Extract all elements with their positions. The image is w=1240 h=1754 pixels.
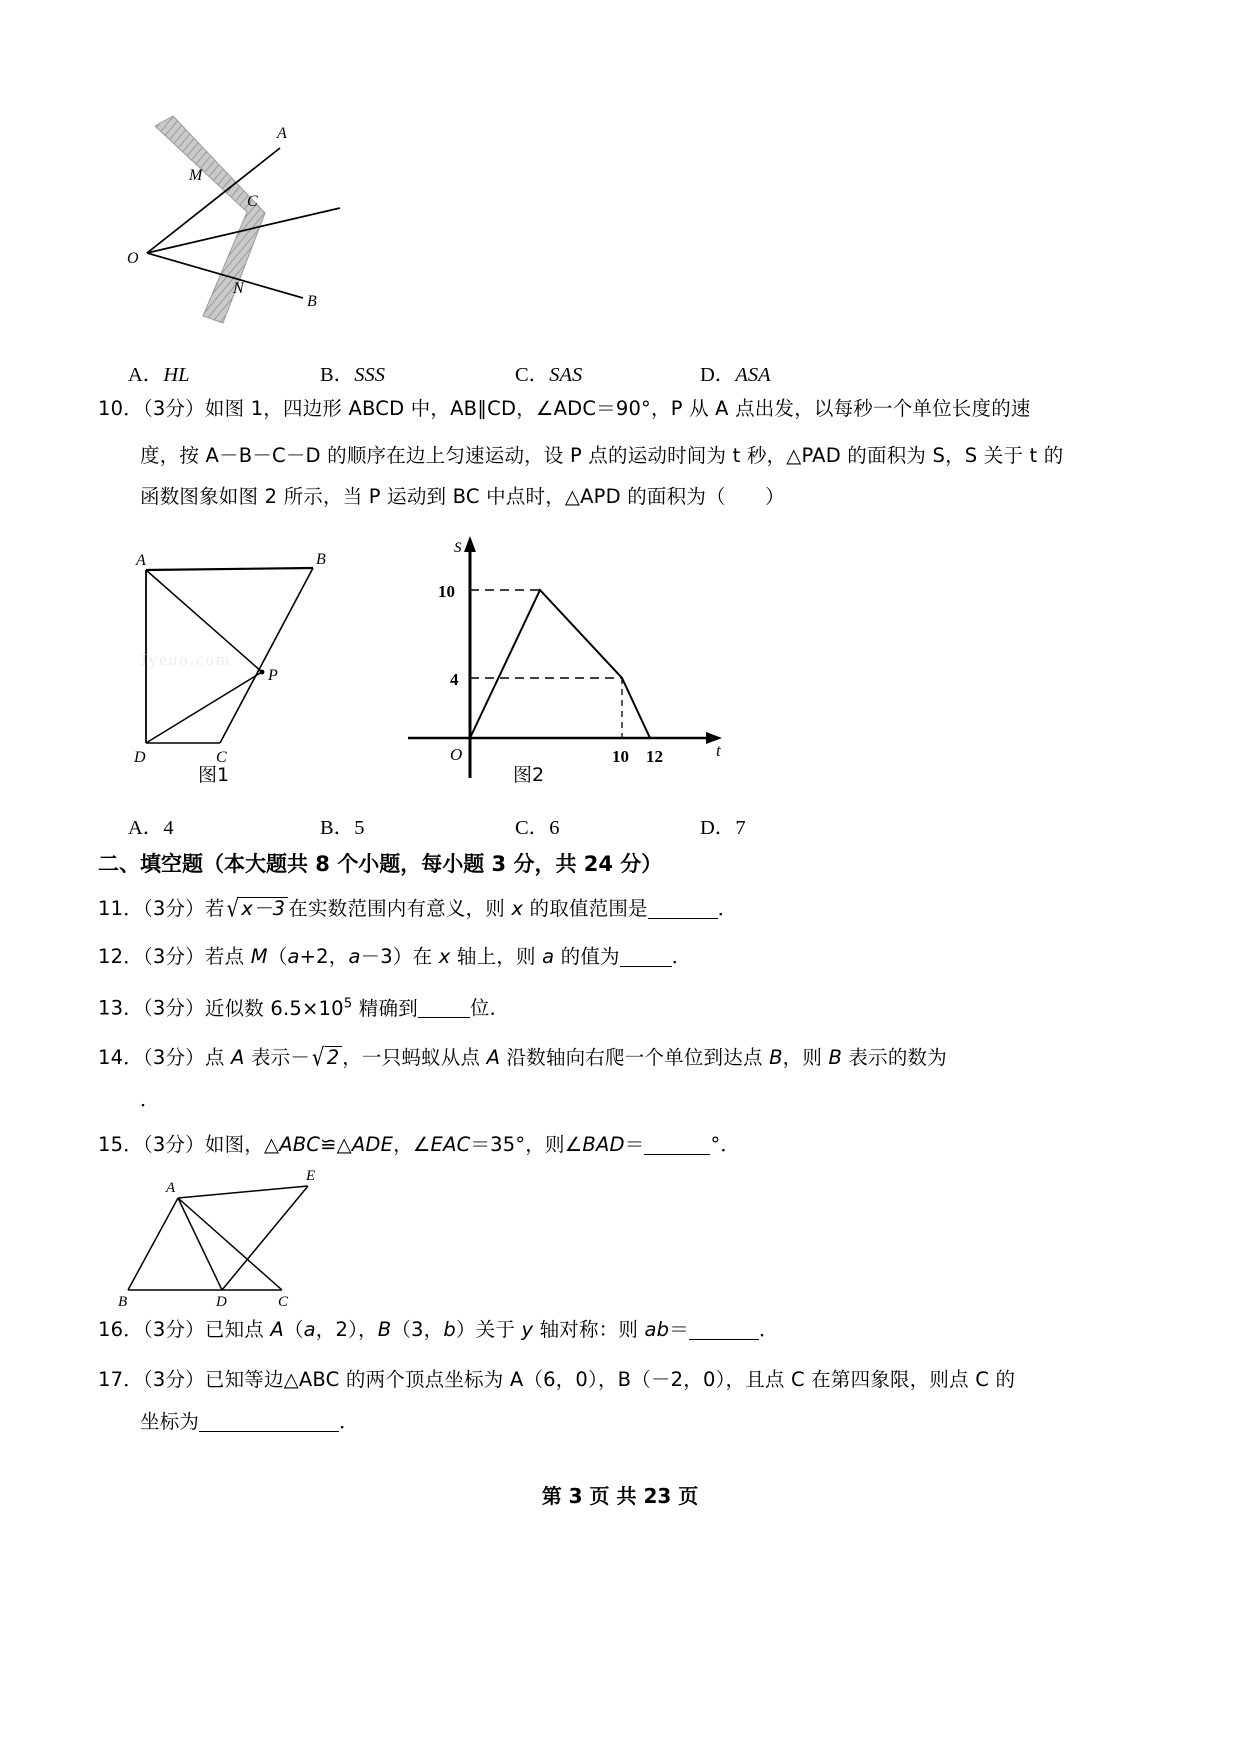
figure-9-label-M: M: [189, 167, 203, 184]
figure-9-label-A: A: [277, 125, 287, 142]
figure-9-label-B: B: [307, 293, 317, 310]
x-tick-10: 10: [612, 747, 629, 766]
question-15-points: （3分）: [142, 1133, 205, 1157]
question-12-number: 12．: [98, 945, 143, 969]
question-10-option-b[interactable]: [320, 810, 364, 840]
q10-option-b-label: B．: [320, 817, 355, 839]
question-10-text-2: 度，按 A－B－C－D 的顺序在边上匀速运动，设 P 点的运动时间为 t 秒，△PAD 的面积为 S，S 关于 t 的: [140, 444, 1064, 467]
figure-15-label-C: C: [278, 1294, 289, 1308]
option-a-value: HL: [163, 364, 190, 386]
figure-15-label-A: A: [166, 1180, 176, 1196]
question-17-line-2: [140, 1412, 359, 1432]
answer-blank-16[interactable]: [689, 1320, 759, 1340]
q10-option-a-value: 4: [163, 817, 174, 839]
question-12-points: （3分）: [142, 945, 205, 969]
question-15: [98, 1135, 740, 1155]
option-c-value: SAS: [549, 364, 583, 386]
option-b-label: B．: [320, 364, 355, 386]
figure-1-caption: 图1: [198, 764, 230, 786]
x-tick-12: 12: [646, 747, 663, 766]
q10-option-d-value: 7: [735, 817, 746, 839]
q10-option-c-value: 6: [549, 817, 560, 839]
question-13-text-post: 位．: [469, 996, 510, 1020]
question-10-option-a[interactable]: [128, 810, 174, 840]
question-17-points: （3分）: [142, 1368, 205, 1391]
question-11-period: ．: [717, 897, 738, 920]
q10-option-b-value: 5: [354, 817, 365, 839]
y-axis-label: S: [454, 540, 462, 556]
figure-2-graph: [400, 528, 740, 778]
question-17-text-1: 已知等边△ABC 的两个顶点坐标为 A（6，0），B（－2，0），且点 C 在第四象限，则点 C 的: [204, 1368, 1016, 1391]
question-10-option-d[interactable]: [700, 810, 746, 840]
origin-label: O: [450, 745, 463, 764]
question-17-number: 17．: [98, 1368, 143, 1391]
figure-9-label-C: C: [247, 193, 258, 210]
section-2-heading: 二、填空题（本大题共 8 个小题，每小题 3 分，共 24 分）: [98, 852, 663, 876]
answer-blank-13[interactable]: [418, 998, 470, 1018]
question-16-period: ．: [758, 1318, 779, 1342]
option-b-value: SSS: [354, 364, 385, 386]
q10-option-c-label: C．: [515, 817, 550, 839]
question-12: [98, 947, 691, 967]
q10-option-a-label: A．: [128, 817, 164, 839]
question-17-period: ．: [339, 1410, 359, 1434]
question-14-line-1: [98, 1043, 947, 1072]
question-13-number: 13．: [98, 996, 143, 1020]
option-d-label: D．: [700, 364, 736, 386]
figure-9-label-N: N: [233, 280, 244, 297]
question-16-number: 16．: [98, 1318, 143, 1342]
question-15-number: 15．: [98, 1133, 143, 1157]
question-11-text-post: 在实数范围内有意义，则 x 的取值范围是: [288, 897, 648, 920]
y-tick-4: 4: [450, 670, 459, 689]
q10-option-d-label: D．: [700, 817, 736, 839]
radicand-value: x－3: [239, 897, 288, 919]
figure-1-label-C: C: [216, 749, 227, 766]
question-13: [98, 997, 509, 1018]
page-footer: 第 3 页 共 23 页: [541, 1484, 699, 1508]
question-10-text-1: 如图 1，四边形 ABCD 中，AB∥CD，∠ADC＝90°，P 从 A 点出发，以每秒一个单位长度的速: [204, 397, 1031, 420]
y-axis-arrow: [464, 536, 476, 552]
question-10-line-2: [140, 446, 1064, 466]
question-10-points: （3分）: [142, 397, 205, 420]
figure-1-label-P: P: [268, 667, 278, 684]
question-17-line-1: [98, 1370, 1015, 1390]
question-13-points: （3分）: [142, 996, 205, 1020]
figure-2-caption: 图2: [513, 764, 545, 786]
question-12-text: 若点 M（a+2，a－3）在 x 轴上，则 a 的值为: [204, 945, 620, 969]
question-10-option-c[interactable]: [515, 810, 559, 840]
question-11: [98, 894, 738, 923]
option-a-label: A．: [128, 364, 164, 386]
figure-1-label-D: D: [134, 749, 146, 766]
question-14-line-2: ．: [140, 1088, 160, 1111]
question-11-points: （3分）: [142, 897, 205, 920]
figure-question-9: [125, 108, 465, 343]
figure-9-svg: [125, 108, 465, 343]
graph-curve: [470, 590, 650, 738]
question-14-text: 点 A 表示－ √ 2 ，一只蚂蚁从点 A 沿数轴向右爬一个单位到达点 B，则 B 表示的数为: [204, 1043, 947, 1072]
question-12-period: ．: [671, 945, 692, 969]
question-16-text: 已知点 A（a，2），B（3，b）关于 y 轴对称：则 ab＝: [204, 1318, 689, 1342]
question-11-number: 11．: [98, 897, 143, 920]
question-10-line-3: [140, 487, 785, 507]
figure-15-label-D: D: [216, 1294, 227, 1308]
question-9-option-d[interactable]: [700, 357, 771, 387]
figure-15-label-B: B: [118, 1294, 128, 1308]
figure-15-label-E: E: [306, 1168, 316, 1184]
answer-blank-12[interactable]: [620, 947, 672, 967]
figure-question-15: [110, 1168, 340, 1308]
question-15-unit: °．: [710, 1133, 741, 1157]
question-9-option-c[interactable]: [515, 357, 582, 387]
figure-9-label-O: O: [127, 250, 139, 267]
question-10-text-3: 函数图象如图 2 所示，当 P 运动到 BC 中点时，△APD 的面积为（ ）: [140, 485, 785, 508]
question-16: [98, 1320, 779, 1340]
question-10-line-1: [98, 399, 1031, 419]
figure-2-svg: [400, 528, 740, 778]
question-9-option-a[interactable]: [128, 357, 190, 387]
answer-blank-15[interactable]: [644, 1135, 710, 1155]
answer-blank-11[interactable]: [648, 899, 718, 919]
question-14-number: 14．: [98, 1046, 143, 1069]
question-9-option-b[interactable]: [320, 357, 385, 387]
question-13-text: 近似数 $6.5\times 10^5$ 精确到: [204, 996, 418, 1020]
question-14-points: （3分）: [142, 1046, 205, 1069]
figure-15-svg: [110, 1168, 340, 1308]
figure-1-label-A: A: [136, 552, 146, 569]
question-10-number: 10．: [98, 397, 143, 420]
option-d-value: ASA: [735, 364, 771, 386]
radical-sign: √: [226, 894, 240, 923]
answer-blank-17[interactable]: [199, 1412, 339, 1432]
sqrt-expression: [225, 894, 289, 923]
question-16-points: （3分）: [142, 1318, 205, 1342]
question-17-text-2: 坐标为: [140, 1410, 200, 1434]
question-11-text-pre: 若: [204, 897, 225, 920]
figure-1-label-B: B: [316, 551, 326, 568]
option-c-label: C．: [515, 364, 550, 386]
x-axis-label: t: [716, 741, 721, 760]
question-15-text: 如图，△ABC≌△ADE，∠EAC＝35°，则∠BAD＝: [204, 1133, 645, 1157]
watermark-1: Jyeoo.com: [140, 650, 232, 669]
y-tick-10: 10: [438, 582, 455, 601]
